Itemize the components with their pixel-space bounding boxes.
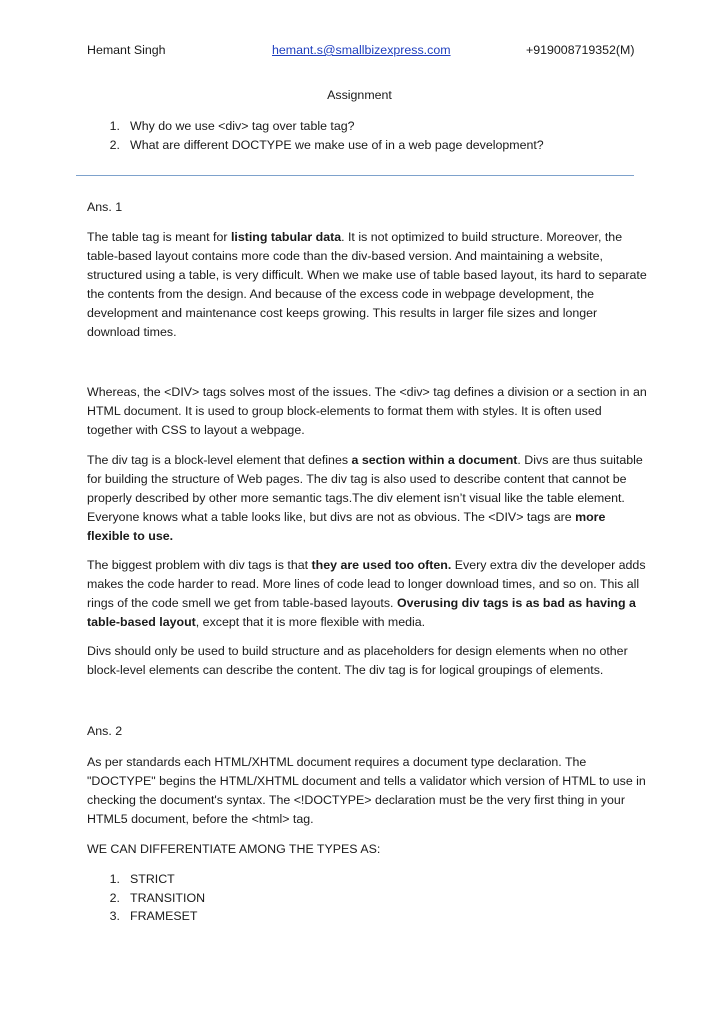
bold-text-run: listing tabular data bbox=[230, 230, 342, 244]
text-run: Every extra div the developer adds makes the code harder to read. More lines of code lead to longer download times, and so on. This all rings of the code smell we get from table-based layouts. bbox=[87, 558, 646, 610]
list-item-number: 2. bbox=[109, 138, 120, 152]
text-run: , except that it is more flexible with media. bbox=[195, 615, 426, 629]
document-title: Assignment bbox=[327, 88, 392, 102]
author-phone: +919008719352(M) bbox=[526, 43, 635, 57]
answer-2-paragraph-1: As per standards each HTML/XHTML document requires a document type declaration. The "DOCTYPE" begins the HTML/XHTML document and tells a validator which version of HTML to use in checking the document's syntax. The <!DOCTYPE> declaration must be the very first thing in your HTML5 document, before the <html> tag. bbox=[87, 755, 646, 826]
list-item-text: STRICT bbox=[130, 872, 175, 886]
answer-2-heading: Ans. 2 bbox=[87, 724, 123, 738]
bold-text-run: a section within a document bbox=[351, 453, 518, 467]
answer-1-heading: Ans. 1 bbox=[87, 200, 123, 214]
answer-2-paragraph-2: WE CAN DIFFERENTIATE AMONG THE TYPES AS: bbox=[87, 842, 381, 856]
author-name: Hemant Singh bbox=[87, 43, 166, 57]
text-run: . It is not optimized to build structure. Moreover, the table-based layout contains more code than the div-based version. And maintaining a website, structured using a table, is very difficult. When we make use of table based layout, its hard to separate the contents from the design. And because of the excess code in webpage development, the development and maintenance cost keeps growing. This results in larger file sizes and longer download times. bbox=[87, 230, 647, 339]
answer-1-paragraph-4 bbox=[87, 556, 647, 632]
bold-text-run: more flexible to use. bbox=[87, 510, 606, 543]
answer-1-paragraph-3 bbox=[87, 451, 647, 546]
list-item-text: TRANSITION bbox=[130, 891, 206, 905]
answer-1-paragraph-5: Divs should only be used to build structure and as placeholders for design elements when no other block-level elements can describe the content. The div tag is for logical groupings of elements. bbox=[87, 644, 628, 677]
list-item-text: Why do we use <div> tag over table tag? bbox=[130, 119, 355, 133]
list-item-number: 1. bbox=[109, 119, 120, 133]
author-email-link[interactable]: hemant.s@smallbizexpress.com bbox=[272, 43, 451, 57]
list-item-number: 3. bbox=[109, 909, 120, 923]
text-run: The biggest problem with div tags is that bbox=[87, 558, 312, 572]
list-item-number: 2. bbox=[109, 891, 120, 905]
section-divider bbox=[76, 175, 634, 176]
list-item-text: What are different DOCTYPE we make use of in a web page development? bbox=[130, 138, 544, 152]
text-run: The div tag is a block-level element that defines bbox=[87, 453, 352, 467]
list-item-text: FRAMESET bbox=[130, 909, 198, 923]
text-run: . Divs are thus suitable for building the structure of Web pages. The div tag is also used to describe content that cannot be properly described by other more semantic tags.The div element isn’t visual like the table element. Everyone knows what a table looks like, but divs are not as obvious. The <DIV> tags are bbox=[87, 453, 643, 524]
answer-1-paragraph-2: Whereas, the <DIV> tags solves most of the issues. The <div> tag defines a division or a section in an HTML document. It is used to group block-elements to format them with styles. It is often used together with CSS to layout a webpage. bbox=[87, 385, 647, 437]
answer-1-paragraph-1 bbox=[87, 228, 647, 342]
text-run: The table tag is meant for bbox=[87, 230, 231, 244]
bold-text-run: Overusing div tags is as bad as having a table-based layout bbox=[87, 596, 636, 629]
bold-text-run: they are used too often. bbox=[311, 558, 452, 572]
list-item-number: 1. bbox=[109, 872, 120, 886]
